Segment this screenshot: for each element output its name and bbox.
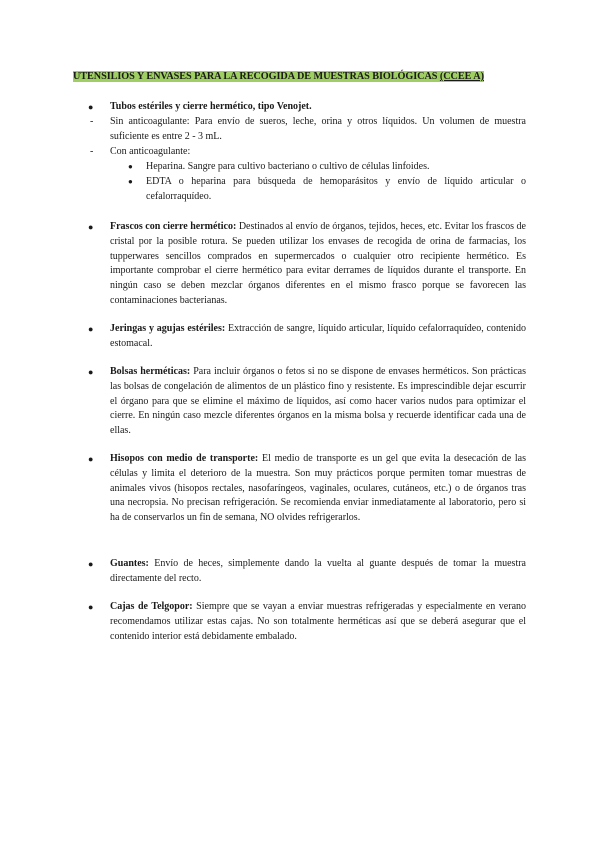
bolsas-text: Para incluir órganos o fetos si no se dispone de envases herméticos. Son prácticas las bolsas de congelación de alimentos de un plástico fino y resistente. Es imprescindible dejar escurrir el órgano para que se elimine el máximo de líquidos, así como hacer varios nudos para optimizar el cierre. En ningún caso mezcle diferentes órganos en la misma bolsa y recuerde identificar cada una de ellas. [110,366,526,437]
dash-icon: - [90,146,94,157]
tubos-con-anticoagulante: Con anticoagulante: [110,146,191,157]
cajas-heading: Cajas de Telgopor: [110,601,193,612]
guantes-heading: Guantes: [110,558,149,569]
hisopos-paragraph [110,452,526,526]
bullet-icon: ● [88,559,94,569]
bullet-icon: ● [88,102,94,112]
hisopos-heading: Hisopos con medio de transporte: [110,453,259,464]
bullet-icon: ● [88,324,94,334]
bullet-icon: ● [88,602,94,612]
bolsas-paragraph [110,365,526,439]
tubos-heading: Tubos estériles y cierre hermético, tipo Venojet. [110,101,312,112]
frascos-heading: Frascos con cierre hermético: [110,221,237,232]
cajas-paragraph [110,600,526,644]
bullet-icon: ● [88,454,94,464]
bullet-icon: ● [128,177,133,186]
frascos-text: Destinados al envío de órganos, tejidos, heces, etc. Evitar los frascos de cristal por la posible rotura. Se pueden utilizar los envases de recogida de orina de farmacias, los tupperwares sencillos comprados en supermercados o cualquier otro recipiente hermético. Es importante comprobar el cierre hermético para evitar derrames de líquidos durante el transporte. En ningún caso se deben mezclar órganos diferentes en el mismo frasco porque se favorecen las contaminaciones bacterianas. [110,221,526,306]
tubos-heparina: Heparina. Sangre para cultivo bacteriano o cultivo de células linfoides. [146,161,430,172]
jeringas-text: Extracción de sangre, líquido articular, líquido cefalorraquídeo, contenido estomacal. [110,323,526,349]
tubos-sin-anticoagulante: Sin anticoagulante: Para envío de sueros, leche, orina y otros líquidos. Un volumen de muestra suficiente es entre 2 - 3 mL. [110,116,526,142]
bullet-icon: ● [88,222,94,232]
guantes-paragraph [110,557,526,587]
bullet-icon: ● [128,162,133,171]
bolsas-heading: Bolsas herméticas: [110,366,191,377]
title-highlighted-text: UTENSILIOS Y ENVASES PARA LA RECOGIDA DE MUESTRAS BIOLÓGICAS [73,71,440,82]
bullet-icon: ● [88,367,94,377]
hisopos-text: El medio de transporte es un gel que evita la desecación de las células y limita el deterioro de la muestra. Son muy prácticos porque permiten tomar muestras de animales vivos (hisopos rectales, nasofaríngeos, vaginales, oculares, cutáneos, etc.) o de órganos tras una necropsia. No precisan refrigeración. Se recomienda enviar inmediatamente al laboratorio, pero si ha de conservarlos un fin de semana, NO olvides refrigerarlos. [110,453,526,524]
frascos-paragraph [110,220,526,309]
dash-icon: - [90,116,94,127]
tubos-edta: EDTA o heparina para búsqueda de hemoparásitos y envío de líquido articular o cefalorraquídeo. [146,176,526,202]
cajas-text: Siempre que se vayan a enviar muestras refrigeradas y especialmente en verano recomendamos utilizar estas cajas. No son totalmente herméticas así que se deberá asegurar que el contenido interior está debidamente embalado. [110,601,527,642]
guantes-text: Envío de heces, simplemente dando la vuelta al guante después de tomar la muestra directamente del recto. [110,558,526,584]
document-title [73,71,484,82]
jeringas-heading: Jeringas y agujas estériles: [110,323,226,334]
jeringas-paragraph [110,322,526,352]
title-course-code: (CCEE A) [439,71,484,82]
